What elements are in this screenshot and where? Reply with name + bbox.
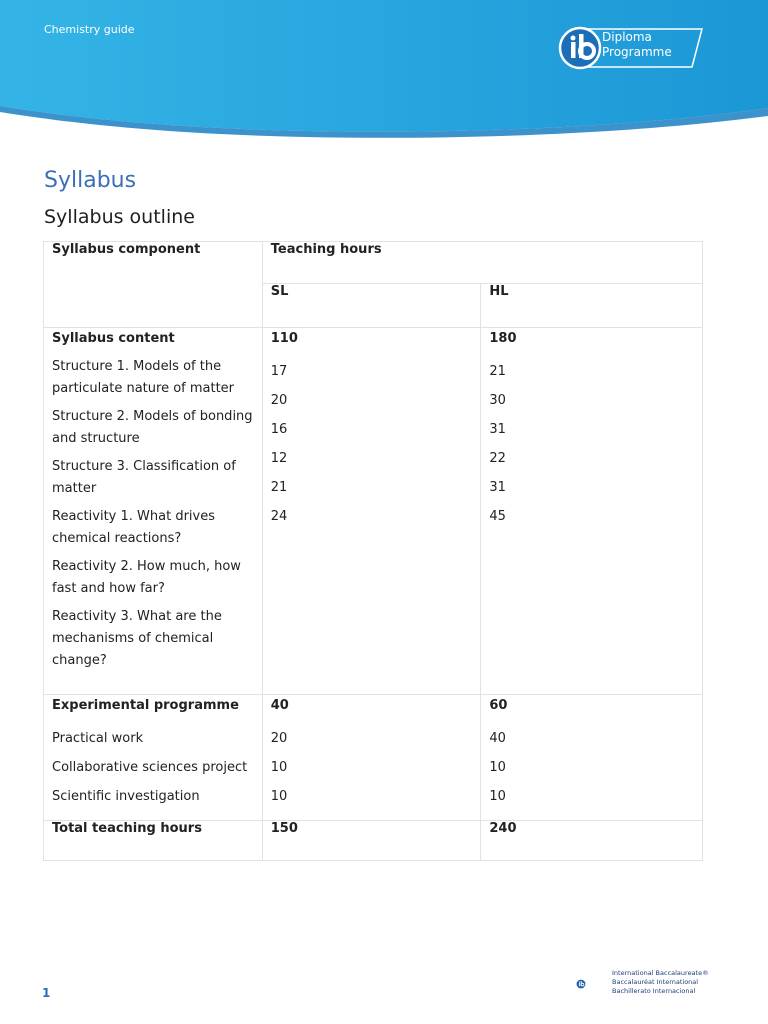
content-item: Reactivity 2. How much, how fast and how far? xyxy=(52,559,241,596)
total-label: Total teaching hours xyxy=(44,821,263,861)
table-row-syllabus-content xyxy=(44,328,703,695)
ib-footer-logo-icon xyxy=(576,966,612,1002)
content-sl-cell xyxy=(262,328,481,695)
experimental-hl-value: 40 xyxy=(489,731,506,746)
experimental-sl-value: 20 xyxy=(270,731,288,746)
table-header-row xyxy=(44,242,703,284)
content-item: Reactivity 3. What are the mechanisms of chemical change? xyxy=(52,609,222,668)
content-cell xyxy=(44,328,263,695)
dp-logo-line2: Programme xyxy=(602,45,672,59)
content-hl-value: 31 xyxy=(489,422,506,437)
header-sl: SL xyxy=(262,284,481,328)
content-hl-total: 180 xyxy=(489,331,517,346)
content-sl-value: 16 xyxy=(270,422,288,437)
content-hl-value: 31 xyxy=(489,480,506,495)
content-item: Structure 1. Models of the particulate nature of matter xyxy=(52,359,235,396)
header-component: Syllabus component xyxy=(44,242,263,328)
experimental-item: Practical work xyxy=(52,731,144,746)
experimental-sl-value: 10 xyxy=(270,789,288,804)
experimental-item: Scientific investigation xyxy=(52,789,200,804)
content-hl-value: 22 xyxy=(489,451,506,466)
header-hl: HL xyxy=(481,284,703,328)
experimental-hl-value: 10 xyxy=(489,760,506,775)
experimental-item: Collaborative sciences project xyxy=(52,760,248,775)
content-heading: Syllabus content xyxy=(52,331,175,346)
ib-line: International Baccalaureate® xyxy=(612,969,709,977)
experimental-hl-value: 10 xyxy=(489,789,506,804)
experimental-sl-cell xyxy=(262,695,481,821)
ib-line: Baccalauréat International xyxy=(612,978,699,986)
content-sl-value: 21 xyxy=(270,480,288,495)
subsection-title: Syllabus outline xyxy=(44,206,195,228)
content-hl-cell xyxy=(481,328,703,695)
content-item: Structure 2. Models of bonding and structure xyxy=(52,409,253,446)
content-item: Structure 3. Classification of matter xyxy=(52,459,236,496)
table-row-total xyxy=(44,821,703,861)
ib-line: Bachillerato Internacional xyxy=(612,987,696,995)
content-hl-value: 21 xyxy=(489,364,506,379)
header-teaching-hours: Teaching hours xyxy=(262,242,702,284)
content-sl-value: 20 xyxy=(270,393,288,408)
syllabus-table xyxy=(43,241,703,861)
dp-logo-line1: Diploma xyxy=(602,30,652,44)
content-sl-value: 12 xyxy=(270,451,288,466)
guide-label: Chemistry guide xyxy=(44,23,135,36)
dp-logo-text xyxy=(602,30,672,60)
content-sl-value: 17 xyxy=(270,364,288,379)
content-hl-value: 45 xyxy=(489,509,506,524)
content-sl-total: 110 xyxy=(270,331,298,346)
page-number: 1 xyxy=(42,986,51,1000)
section-title: Syllabus xyxy=(44,168,137,193)
total-hl: 240 xyxy=(481,821,703,861)
header-banner xyxy=(0,0,768,140)
experimental-hl-total: 60 xyxy=(489,698,508,713)
content-hl-value: 30 xyxy=(489,393,506,408)
ib-footer-text xyxy=(612,969,709,996)
content-sl-value: 24 xyxy=(270,509,288,524)
experimental-hl-cell xyxy=(481,695,703,821)
experimental-sl-value: 10 xyxy=(270,760,288,775)
experimental-cell xyxy=(44,695,263,821)
experimental-sl-total: 40 xyxy=(270,698,289,713)
experimental-heading: Experimental programme xyxy=(52,698,239,713)
total-sl: 150 xyxy=(262,821,481,861)
content-item: Reactivity 1. What drives chemical reactions? xyxy=(52,509,215,546)
table-row-experimental xyxy=(44,695,703,821)
